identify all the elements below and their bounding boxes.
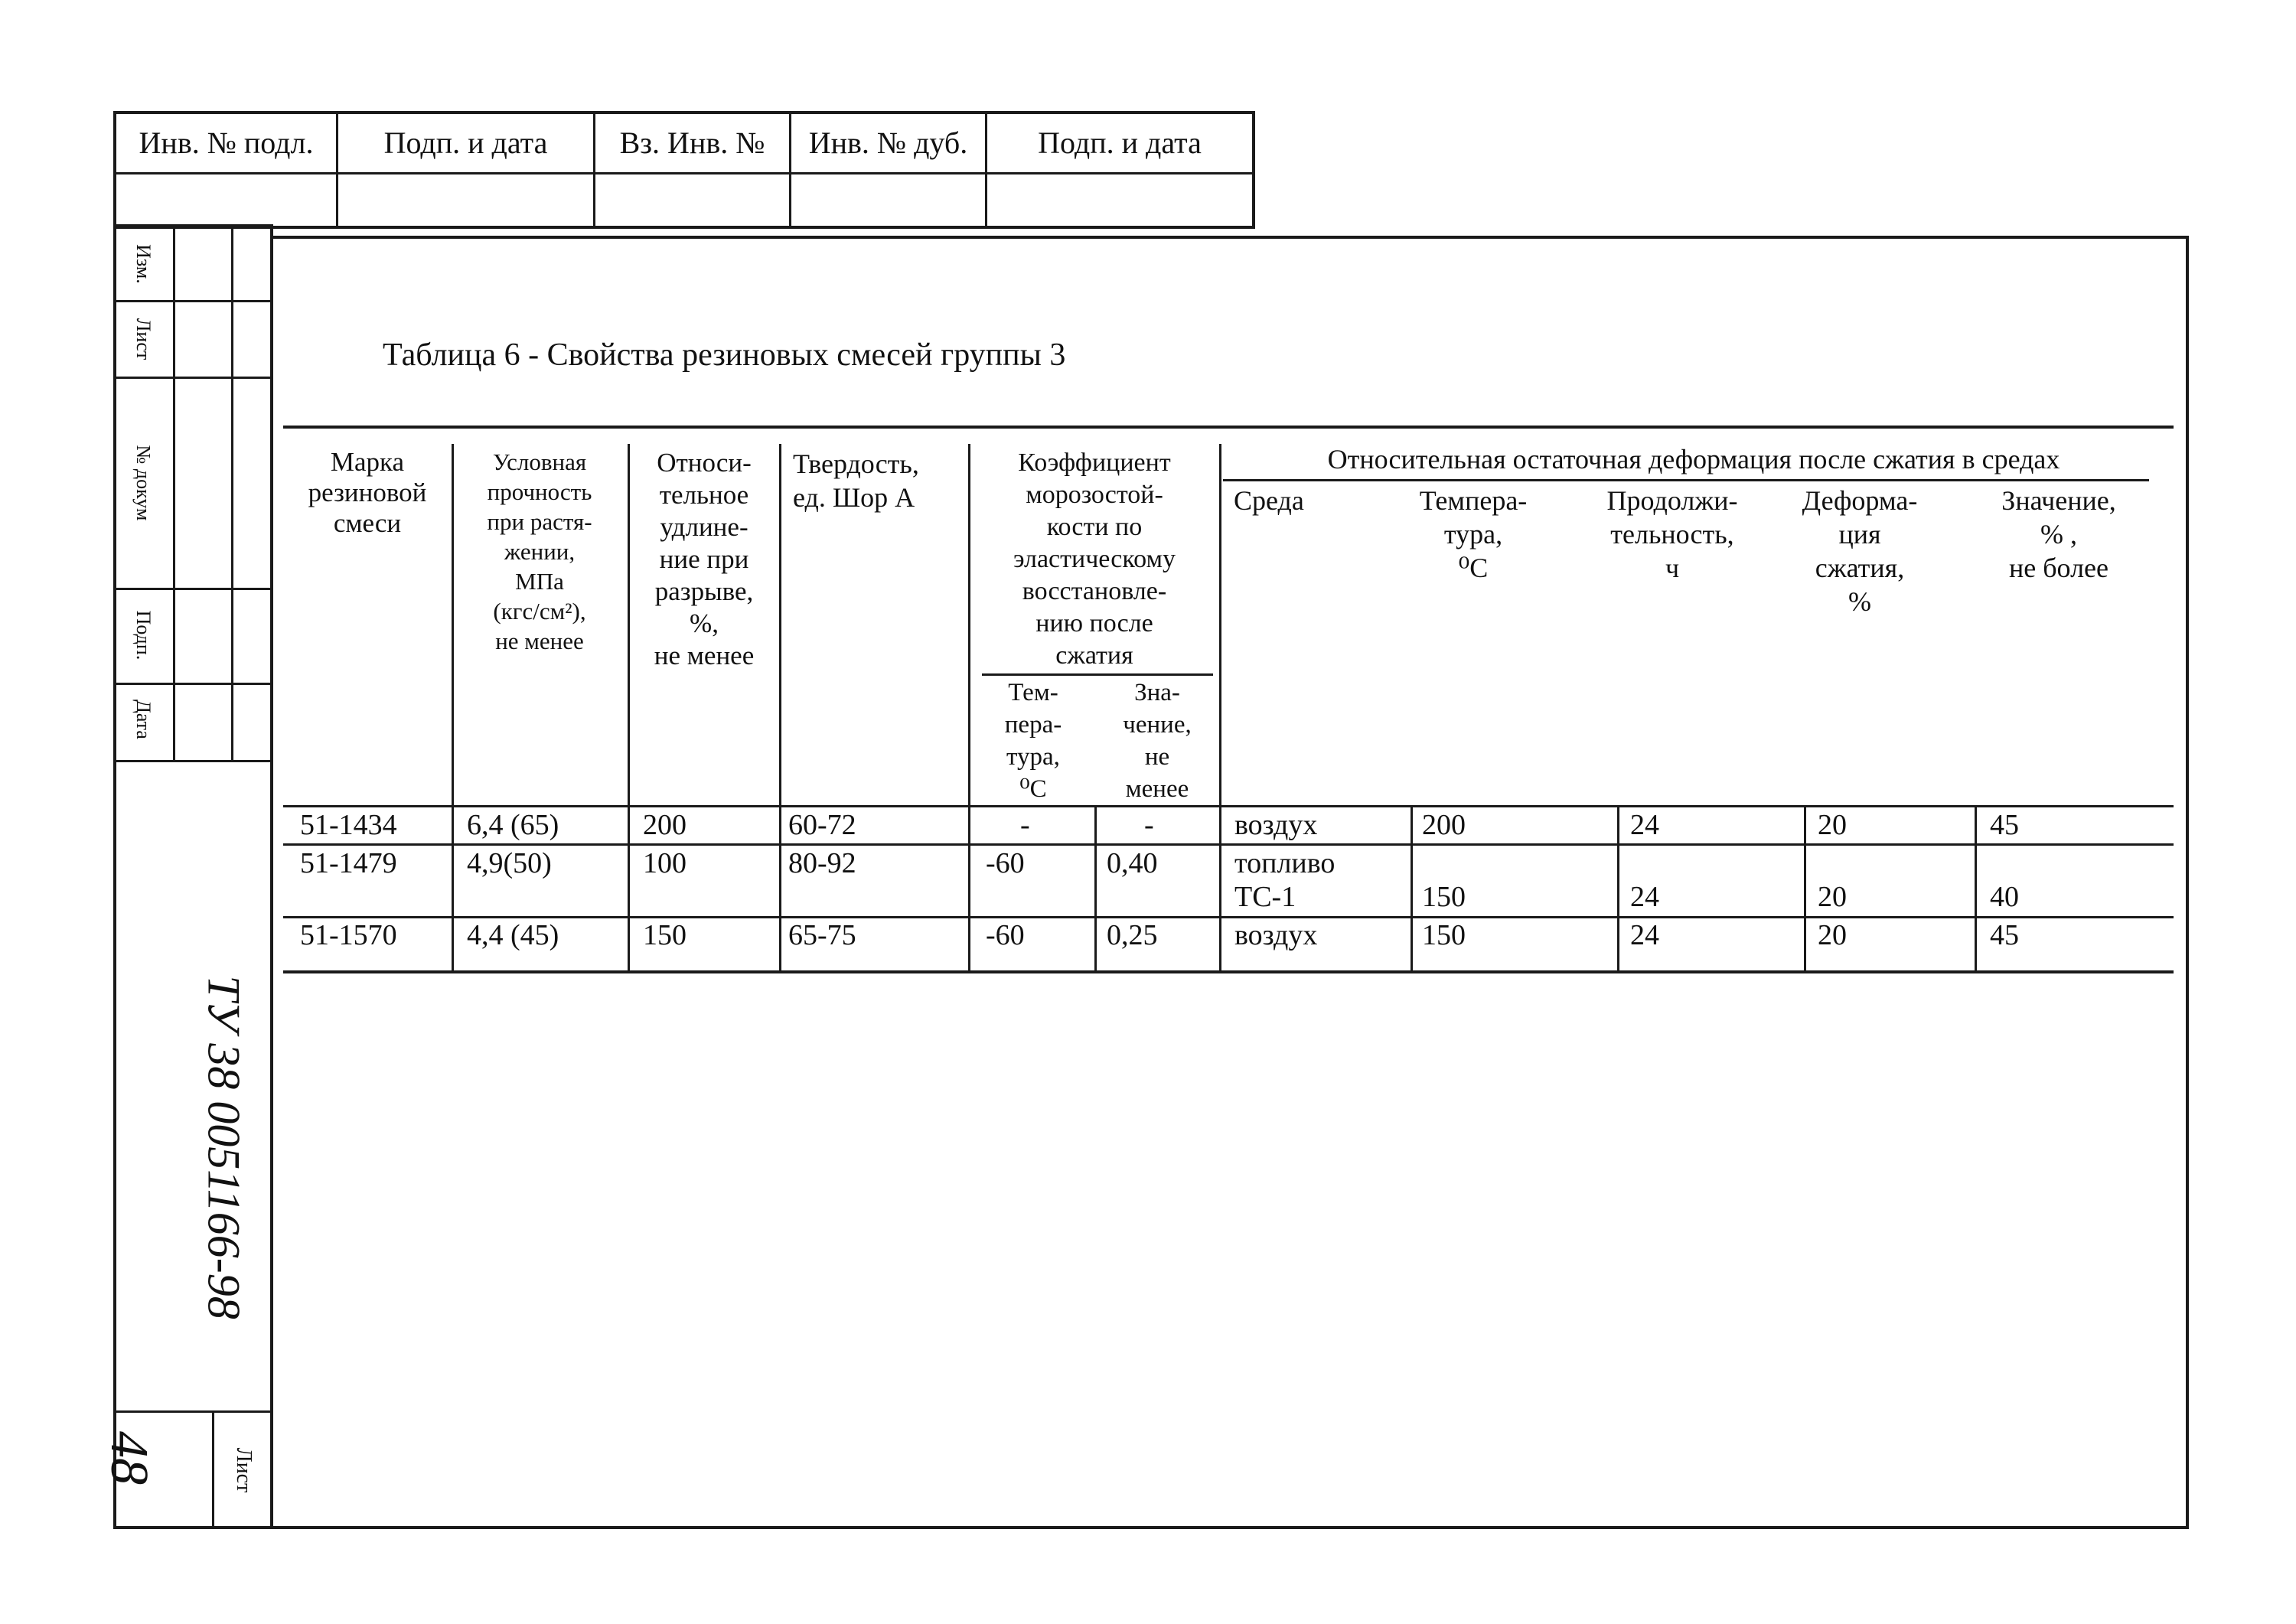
col-divider [1617,805,1619,970]
col-divider [1094,805,1097,970]
table-cell-def-value: 40 [1990,881,2019,913]
stamp-header-vz-inv: Вз. Инв. № [595,114,791,172]
stamp-header-podp-data: Подп. и дата [338,114,595,172]
col-divider [1411,805,1413,970]
stamp-value-cell [987,172,1252,229]
table-cell-duration: 24 [1630,809,1659,841]
table-cell-frost-temp: -60 [986,847,1025,879]
table-cell-frost-value: 0,40 [1107,847,1158,879]
strip-label-izm: Изм. [132,244,155,284]
table-cell-frost-value: 0,25 [1107,919,1158,951]
approval-stamp [113,111,1255,229]
row-separator [283,843,2174,846]
header-compression: Деформа- ция сжатия, % [1802,485,1918,617]
table-cell-def-value: 45 [1990,809,2019,841]
stamp-header-inv-podl: Инв. № подл. [116,114,338,172]
strip-divider [173,224,175,760]
header-frost-coefficient: Коэффициент морозостой- кости по эластическому восстановле- нию после сжатия [1013,448,1176,670]
strip-divider [113,1410,273,1413]
col-divider [1804,805,1806,970]
table-cell-def-temp: 150 [1422,881,1466,913]
side-strip [113,224,273,1529]
strip-label-sheet: Лист [232,1447,256,1493]
table-cell-strength: 6,4 (65) [467,809,559,841]
table-top-border [283,426,2174,429]
page-frame [270,236,2189,1529]
row-separator [283,916,2174,918]
strip-label-podp: Подп. [132,610,155,660]
table-cell-compression: 20 [1818,881,1847,913]
stamp-value-cell [595,172,791,229]
table-cell-frost-value: - [1144,809,1154,841]
col-divider [1975,805,1977,970]
header-subline [982,673,1213,676]
header-frost-value: Зна- чение, не менее [1123,679,1192,803]
table-cell-elongation: 100 [643,847,687,879]
table-cell-mark: 51-1570 [300,919,397,951]
strip-divider [212,1410,214,1529]
col-divider [452,444,454,970]
header-strength: Условная прочность при растя- жении, МПа (кгс/см²), не менее [487,448,592,654]
table-cell-compression: 20 [1818,809,1847,841]
header-subline [1223,479,2149,481]
header-duration: Продолжи- тельность, ч [1606,485,1738,583]
header-medium: Среда [1234,485,1304,516]
table-cell-def-temp: 150 [1422,919,1466,951]
table-cell-compression: 20 [1818,919,1847,951]
col-divider [779,444,781,970]
table-cell-mark: 51-1434 [300,809,397,841]
table-cell-medium: воздух [1234,919,1318,951]
table-cell-strength: 4,4 (45) [467,919,559,951]
table-cell-mark: 51-1479 [300,847,397,879]
stamp-header-inv-dub: Инв. № дуб. [791,114,987,172]
strip-divider [231,224,233,760]
sheet-number: 48 [99,1431,158,1485]
table-cell-duration: 24 [1630,881,1659,913]
table-cell-hardness: 80-92 [788,847,856,879]
stamp-value-cell [791,172,987,229]
table-cell-hardness: 60-72 [788,809,856,841]
stamp-header-podp-data-2: Подп. и дата [1038,126,1202,160]
header-mark: Марка резиновой смеси [308,447,427,538]
header-def-temp: Темпера- тура, ⁰С [1419,485,1528,583]
col-divider [628,444,630,970]
table-cell-medium-line2: ТС-1 [1234,881,1296,913]
table-bottom-border [283,970,2174,973]
document-number: ТУ 38 0051166-98 [198,975,249,1319]
table-cell-frost-temp: -60 [986,919,1025,951]
table-cell-def-value: 45 [1990,919,2019,951]
table-cell-elongation: 150 [643,919,687,951]
table-caption: Таблица 6 - Свойства резиновых смесей группы 3 [383,338,1066,373]
header-frost-temp: Тем- пера- тура, ⁰С [1004,679,1062,803]
header-bottom-line [283,805,2174,807]
header-def-value: Значение, % , не более [2001,485,2116,583]
header-hardness: Твердость, ед. Шор А [793,448,919,513]
table-cell-def-temp: 200 [1422,809,1466,841]
col-divider [968,444,970,970]
stamp-value-cell [338,172,595,229]
table-cell-frost-temp: - [1020,809,1030,841]
table-cell-strength: 4,9(50) [467,847,552,879]
table-cell-medium: воздух [1234,809,1318,841]
strip-label-dokum: № докум [132,445,155,521]
strip-label-data: Дата [132,699,155,739]
col-divider [1219,444,1221,970]
table-cell-elongation: 200 [643,809,687,841]
table-cell-duration: 24 [1630,919,1659,951]
header-deformation-group: Относительная остаточная деформация после сжатия в средах [1327,444,2060,474]
table-cell-medium: топливо [1234,847,1336,879]
table-cell-hardness: 65-75 [788,919,856,951]
strip-label-list: Лист [132,318,155,360]
header-elongation: Относи- тельное удлине- ние при разрыве, %, не менее [654,448,755,670]
